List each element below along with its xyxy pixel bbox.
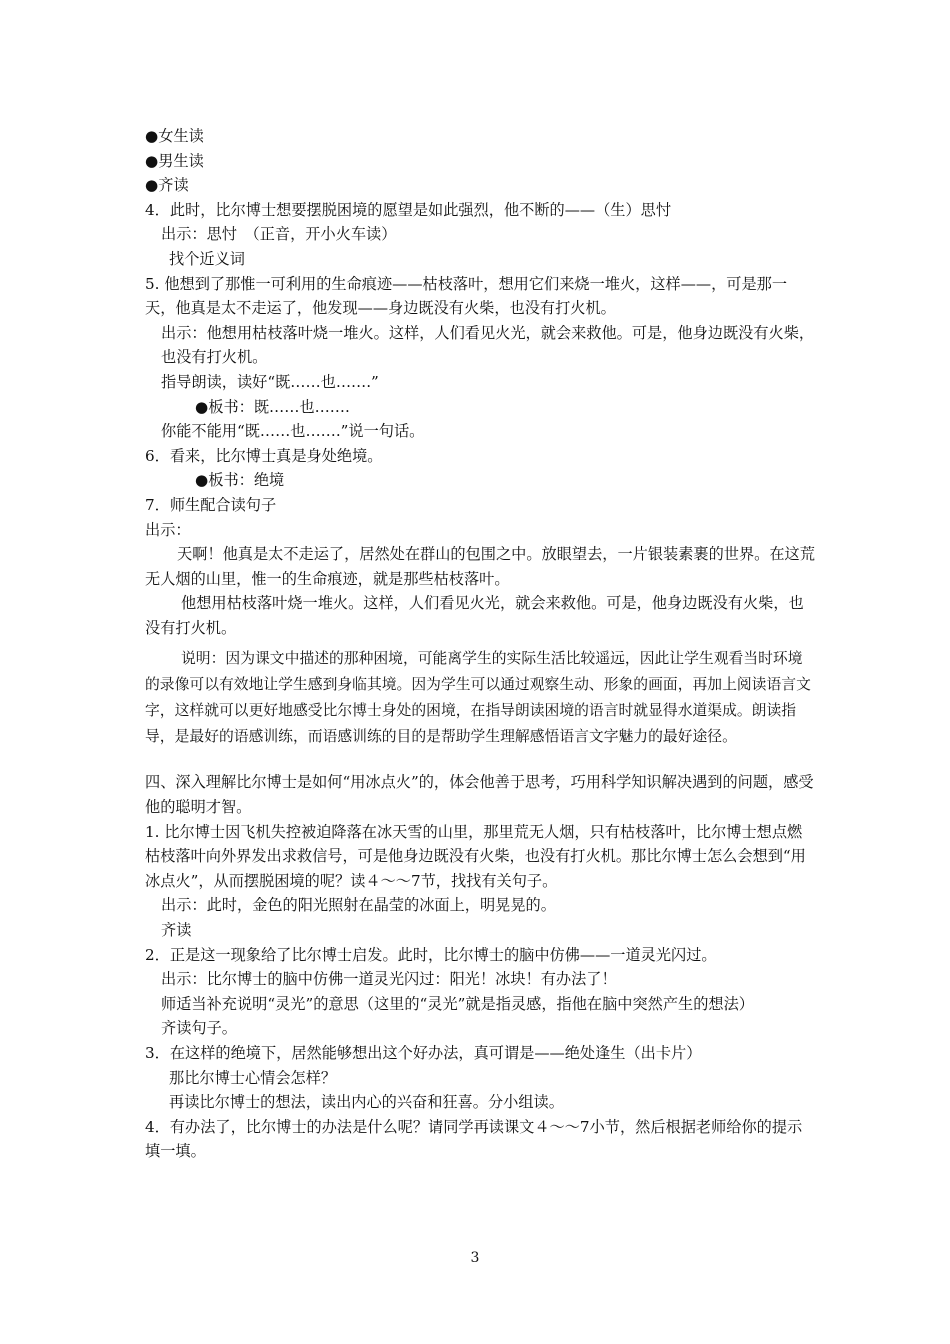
explanation-note: 说明：因为课文中描述的那种困境，可能离学生的实际生活比较遥远，因此让学生观看当时环境的录像可以有效地让学生感到身临其境。因为学生可以通过观察生动、形象的画面，再加上阅读语言文字，这样就可以更好地感受比尔博士身处的困境，在指导朗读困境的语言时就显得水道渠成。朗读指导，是最好的语感训练，而语感训练的目的是帮助学生理解感悟语言文字魅力的最好途径。 (145, 650, 811, 746)
page-body (145, 124, 815, 1164)
step-2: 2．正是这一现象给了比尔博士启发。此时，比尔博士的脑中仿佛——一道灵光闪过。 (145, 945, 717, 964)
step-6: 6．看来，比尔博士真是身处绝境。 (145, 446, 383, 465)
step-1: 1. 比尔博士因飞机失控被迫降落在冰天雪的山里，那里荒无人烟，只有枯枝落叶，比尔博士想点燃枯枝落叶向外界发出求救信号，可是他身边既没有火柴，也没有打火机。那比尔博士怎么会想到“用冰点火”，从而摆脱困境的呢？读４～～7节，找找有关句子。 (145, 822, 806, 890)
blackboard-ji-ye: ●板书：既……也……. (195, 397, 350, 416)
show-label: 出示： (145, 520, 191, 539)
reread-groups: 再读比尔博士的想法，读出内心的兴奋和狂喜。分小组读。 (169, 1093, 564, 1112)
find-synonym: 找个近义词 (169, 249, 245, 268)
step-4b: 4．有办法了，比尔博士的办法是什么呢？请同学再读课文４～～7小节，然后根据老师给你的提示填一填。 (145, 1117, 803, 1161)
spacer (145, 750, 815, 770)
show-inspiration: 出示：比尔博士的脑中仿佛一道灵光闪过：阳光！冰块！有办法了！ (161, 970, 617, 989)
section-4-heading: 四、深入理解比尔博士是如何“用冰点火”的，体会他善于思考，巧用科学知识解决遇到的问题，感受他的聪明才智。 (145, 773, 814, 817)
make-sentence: 你能不能用“既……也…….”说一句话。 (161, 422, 425, 441)
quote-mountains: 天啊！他真是太不走运了，居然处在群山的包围之中。放眼望去，一片银装素裹的世界。在这荒无人烟的山里，惟一的生命痕迹，就是那些枯枝落叶。 (145, 545, 815, 588)
quote-fire: 他想用枯枝落叶烧一堆火。这样，人们看见火光，就会来救他。可是，他身边既没有火柴，也没有打火机。 (145, 594, 804, 637)
step-5: 5. 他想到了那惟一可利用的生命痕迹——枯枝落叶，想用它们来烧一堆火，这样——，可是那一天，他真是太不走运了，他发现——身边既没有火柴，也没有打火机。 (145, 274, 788, 318)
line-girls-read: ●女生读 (145, 127, 204, 145)
step-4: 4．此时，比尔博士想要摆脱困境的愿望是如此强烈，他不断的——（生）思忖 (145, 200, 672, 219)
step-7: 7．师生配合读句子 (145, 495, 277, 514)
page-number: 3 (470, 1250, 480, 1266)
guide-reading: 指导朗读，读好“既……也…….” (161, 372, 379, 391)
show-sicun: 出示：思忖 （正音，开小火车读） (161, 225, 397, 244)
mood-question: 那比尔博士心情会怎样？ (169, 1068, 337, 1087)
blackboard-juejing: ●板书：绝境 (195, 471, 285, 490)
step-3: 3．在这样的绝境下，居然能够想出这个好办法，真可谓是——绝处逢生（出卡片） (145, 1044, 702, 1062)
teacher-explain: 师适当补充说明“灵光”的意思（这里的“灵光”就是指灵感，指他在脑中突然产生的想法） (161, 994, 754, 1013)
show-fire-sentence: 出示：他想用枯枝落叶烧一堆火。这样，人们看见火光，就会来救他。可是，他身边既没有火柴，也没有打火机。 (161, 323, 815, 367)
line-read-together: ●齐读 (145, 176, 189, 195)
line-boys-read: ●男生读 (145, 151, 204, 170)
read-together-2: 齐读 (161, 921, 192, 940)
show-sunlight: 出示：此时，金色的阳光照射在晶莹的冰面上，明晃晃的。 (161, 896, 556, 915)
read-sentence: 齐读句子。 (161, 1019, 237, 1038)
